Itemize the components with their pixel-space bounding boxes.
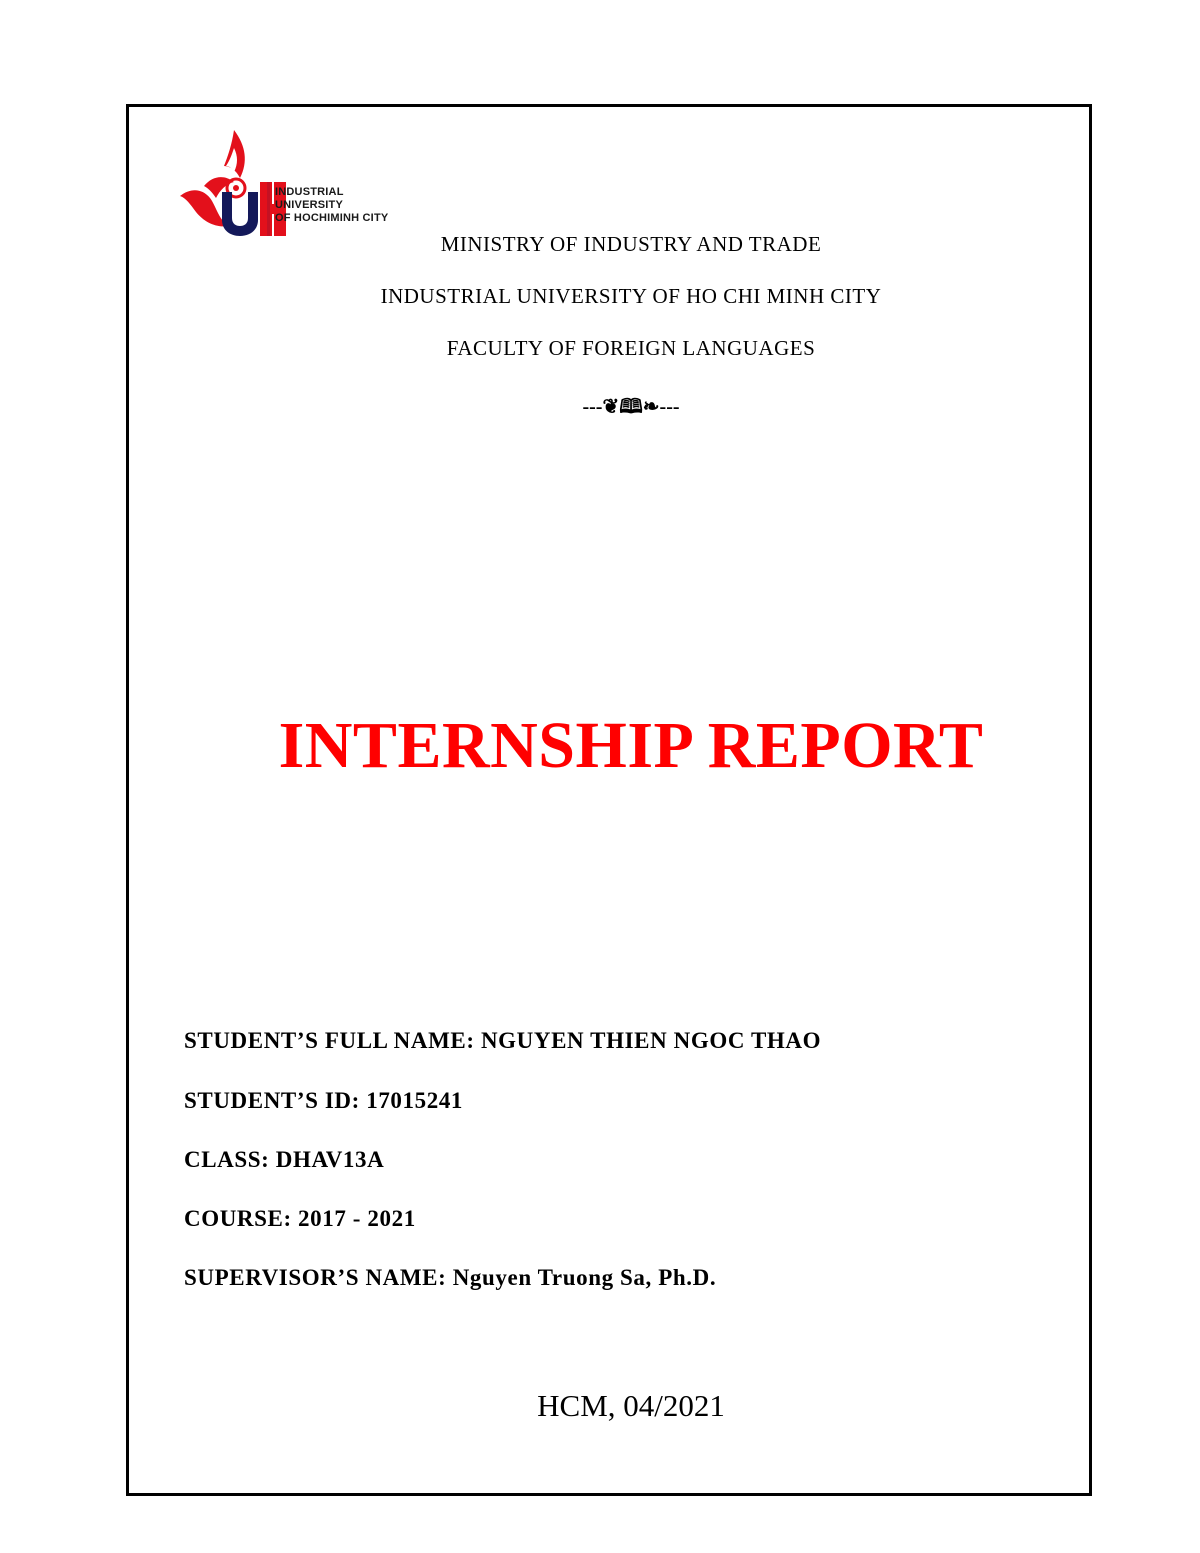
student-class: CLASS: DHAV13A xyxy=(184,1147,385,1172)
logo-wordmark xyxy=(275,186,388,225)
student-full-name: STUDENT’S FULL NAME: NGUYEN THIEN NGOC THAO xyxy=(184,1028,822,1053)
logo-line-2: UNIVERSITY xyxy=(275,199,344,211)
logo-line-3: OF HOCHIMINH CITY xyxy=(275,212,389,224)
supervisor-name: SUPERVISOR’S NAME: Nguyen Truong Sa, Ph.D. xyxy=(184,1265,717,1290)
ministry-heading: MINISTRY OF INDUSTRY AND TRADE xyxy=(440,232,822,256)
student-course: COURSE: 2017 - 2021 xyxy=(184,1206,416,1231)
ornament-divider: ---❦🕮❧--- xyxy=(582,396,680,418)
logo-line-1: INDUSTRIAL xyxy=(275,186,344,198)
university-heading: INDUSTRIAL UNIVERSITY OF HO CHI MINH CITY xyxy=(380,284,882,308)
faculty-heading: FACULTY OF FOREIGN LANGUAGES xyxy=(446,336,816,360)
place-and-date: HCM, 04/2021 xyxy=(537,1388,725,1423)
report-title: INTERNSHIP REPORT xyxy=(278,709,984,782)
student-id: STUDENT’S ID: 17015241 xyxy=(184,1088,464,1113)
